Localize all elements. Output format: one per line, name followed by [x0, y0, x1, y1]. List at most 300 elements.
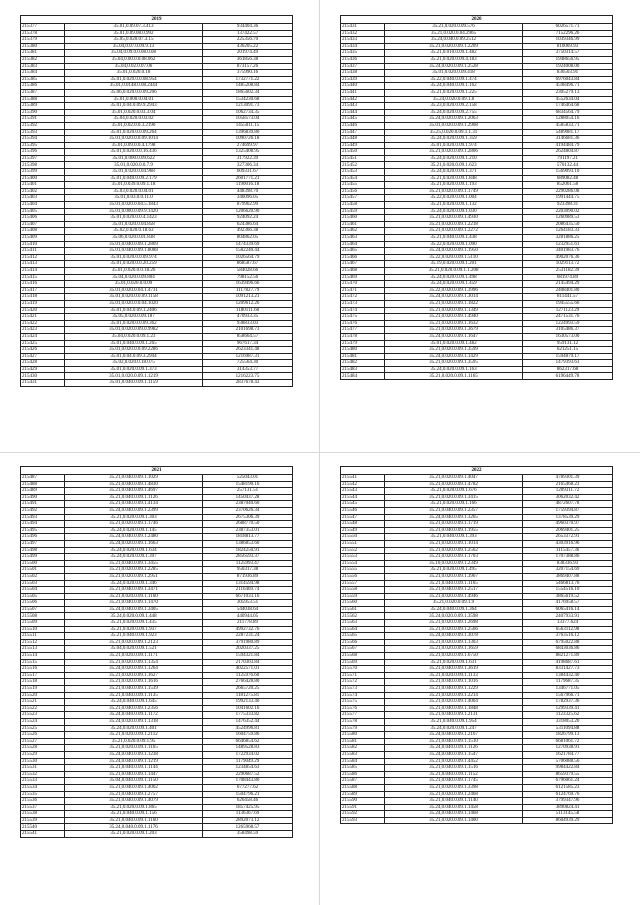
code-cell: 35.24,0.020.0.09.1.145 — [65, 527, 203, 534]
row-id-cell: 215577 — [341, 712, 385, 719]
table-row — [21, 626, 293, 633]
code-cell: 35.01,0.020.0.09.1.1219 — [65, 373, 203, 380]
row-id-cell: 215377 — [21, 24, 65, 31]
code-cell: 35.21,0.040.0.09.1.1848 — [385, 705, 523, 712]
code-cell: 35.21,0.040.0.09.1.1745 — [385, 778, 523, 785]
row-id-cell: 215538 — [21, 811, 65, 818]
amount-cell: 2665720.25 — [203, 686, 293, 693]
row-id-cell: 215582 — [341, 745, 385, 752]
amount-cell: 1062734.35 — [203, 109, 293, 116]
code-cell: 35.04,0.020.0.03.02 — [65, 116, 203, 123]
amount-cell: 1180111.68 — [203, 307, 293, 314]
code-cell: 35.21,0.020.0.09.1.2272 — [385, 228, 523, 235]
table-row — [341, 705, 613, 712]
code-cell: 35.01,0.000.0.09.622 — [65, 155, 203, 162]
table-row — [21, 811, 293, 818]
table-row — [21, 791, 293, 798]
table-row — [21, 686, 293, 693]
amount-cell: 677277.62 — [203, 784, 293, 791]
row-id-cell: 215414 — [21, 267, 65, 274]
table-row — [21, 831, 293, 838]
row-id-cell: 215423 — [21, 327, 65, 334]
row-id-cell: 215421 — [21, 314, 65, 321]
row-id-cell: 215444 — [341, 109, 385, 116]
amount-cell: 4194484.79 — [523, 142, 613, 149]
code-cell: 35.24,0.020.0.09.1.459 — [385, 281, 523, 288]
amount-cell: 6795022.88 — [523, 639, 613, 646]
amount-cell: 1216223.75 — [203, 373, 293, 380]
code-cell: 35.01,0.020.0.0.20.259 — [65, 261, 203, 268]
table-row — [21, 353, 293, 360]
row-id-cell: 215580 — [341, 732, 385, 739]
table-row — [341, 149, 613, 156]
code-cell: 35.24,0.020.0.09.1.030 — [385, 208, 523, 215]
amount-cell: 1115457.36 — [523, 547, 613, 554]
amount-cell: 1213091.73 — [203, 103, 293, 110]
table-row — [21, 488, 293, 495]
row-id-cell: 215440 — [341, 83, 385, 90]
amount-cell: 584028.66 — [203, 267, 293, 274]
row-id-cell: 215547 — [341, 514, 385, 521]
amount-cell: 4598496.71 — [523, 83, 613, 90]
table-block-2022 — [340, 466, 612, 824]
table-row — [341, 70, 613, 77]
row-id-cell: 215400 — [21, 175, 65, 182]
code-cell: 35.24,0.020.0.09.1.1663 — [65, 540, 203, 547]
table-row — [21, 202, 293, 209]
row-id-cell: 215525 — [21, 725, 65, 732]
code-cell: 35.24,0.040.0.09.1.3405 — [65, 606, 203, 613]
row-id-cell: 215393 — [21, 129, 65, 136]
table-row — [21, 149, 293, 156]
table-row — [21, 50, 293, 57]
amount-cell: 1991444.75 — [523, 195, 613, 202]
amount-cell: 5311094.88 — [523, 725, 613, 732]
table-row — [341, 507, 613, 514]
row-id-cell: 215579 — [341, 725, 385, 732]
code-cell: 35.24,0.020.0.09.1.498 — [385, 274, 523, 281]
table-row — [341, 692, 613, 699]
code-cell: 35.24,0.020.0.09.1.1647 — [385, 333, 523, 340]
table-row — [21, 380, 293, 387]
row-id-cell: 215569 — [341, 659, 385, 666]
table-row — [341, 202, 613, 209]
row-id-cell: 215383 — [21, 63, 65, 70]
code-cell: 35.01,0.03.0.0.11.0 — [65, 195, 203, 202]
table-row — [341, 136, 613, 143]
table-row — [341, 294, 613, 301]
code-cell: 35.01,0.09.0.0.4.1798 — [65, 142, 203, 149]
row-id-cell: 215435 — [341, 50, 385, 57]
code-cell: 35.01,0.040.0.09.1.8088 — [65, 248, 203, 255]
code-cell: 35.21,0.020.0.09.1.166 — [385, 501, 523, 508]
code-cell: 35.24,0.040.0.09.1.1468 — [385, 811, 523, 818]
table-row — [341, 699, 613, 706]
table-row — [341, 738, 613, 745]
amount-cell: 2653372.91 — [523, 534, 613, 541]
code-cell: 35.21,0.040.0.09.1.4002 — [65, 784, 203, 791]
row-id-cell: 215507 — [21, 606, 65, 613]
code-cell: 35.01,0.020.0.04.1.4731 — [65, 287, 203, 294]
row-id-cell: 215494 — [21, 521, 65, 528]
row-id-cell: 215480 — [341, 347, 385, 354]
row-id-cell: 215497 — [21, 540, 65, 547]
table-row — [341, 593, 613, 600]
row-id-cell: 215477 — [341, 327, 385, 334]
code-cell: 35.24,0.020.0.09.1.397 — [65, 554, 203, 561]
code-cell: 35.01,0.040.0.09.2.179 — [65, 175, 203, 182]
code-cell: 35.04,0.09.0.0.08.0.08 — [65, 50, 203, 57]
amount-cell: 3281886.25 — [523, 235, 613, 242]
row-id-cell: 215489 — [21, 488, 65, 495]
table-row — [21, 169, 293, 176]
amount-cell: 3105486.37 — [523, 327, 613, 334]
row-id-cell: 215417 — [21, 287, 65, 294]
row-id-cell: 215429 — [21, 366, 65, 373]
code-cell: 35.21,0.020.0.09.1.132 — [385, 202, 523, 209]
row-id-cell: 215541 — [341, 475, 385, 482]
amount-cell: 3869407.88 — [523, 573, 613, 580]
table-row — [341, 554, 613, 561]
table-row — [21, 327, 293, 334]
table-row — [341, 666, 613, 673]
row-id-cell: 215481 — [341, 353, 385, 360]
amount-cell: 6671033.16 — [203, 593, 293, 600]
code-cell: 35.21,0.020.0.09.1.4782 — [385, 481, 523, 488]
table-row — [21, 24, 293, 31]
table-row — [341, 620, 613, 627]
amount-cell: 137422.57 — [203, 30, 293, 37]
amount-cell: 327306.34 — [203, 162, 293, 169]
table-row — [21, 771, 293, 778]
code-cell: 35.24,0.040.0.09.1.2167 — [385, 732, 523, 739]
table-row — [341, 228, 613, 235]
amount-cell: 1234854.63 — [203, 765, 293, 772]
amount-cell: 1026564.79 — [203, 254, 293, 261]
table-row — [21, 606, 293, 613]
table-row — [21, 30, 293, 37]
amount-cell: 5466813.76 — [523, 580, 613, 587]
amount-cell: 2305279.13 — [523, 89, 613, 96]
table-row — [21, 646, 293, 653]
row-id-cell: 215531 — [21, 765, 65, 772]
row-id-cell: 215448 — [341, 136, 385, 143]
code-cell: 35.24,0.040.0.09.1.1176 — [65, 824, 203, 831]
amount-cell: 1206620.90 — [203, 208, 293, 215]
code-cell: 35.21,0.020.0.09.1.6750 — [385, 653, 523, 660]
table-row — [21, 307, 293, 314]
table-row — [21, 155, 293, 162]
amount-cell: 4524996.81 — [203, 725, 293, 732]
code-cell: 35.21,0.020.0.09.1.4940 — [385, 314, 523, 321]
amount-cell: 544038.64 — [203, 606, 293, 613]
row-id-cell: 215409 — [21, 235, 65, 242]
code-cell: 35.01,0.020.0.04.5.1843 — [65, 202, 203, 209]
amount-cell: 2688770.50 — [203, 521, 293, 528]
table-row — [341, 56, 613, 63]
amount-cell: 6834564.79 — [523, 109, 613, 116]
table-header-year: 2021 — [21, 467, 293, 475]
code-cell: 35.24,0.040.0.09.1.1219 — [65, 758, 203, 765]
table-row — [21, 692, 293, 699]
amount-cell: 1314594.98 — [203, 580, 293, 587]
table-row — [21, 745, 293, 752]
row-id-cell: 215519 — [21, 686, 65, 693]
row-id-cell: 215425 — [21, 340, 65, 347]
table-row — [341, 573, 613, 580]
amount-cell: 871936.89 — [203, 573, 293, 580]
code-cell: 35.21,0.040.0.09.1.1510 — [385, 738, 523, 745]
table-row — [21, 501, 293, 508]
code-cell: 35.21,0.020.0.09.1.1659 — [385, 646, 523, 653]
table-row — [21, 215, 293, 222]
code-cell: 35.21,0.020.0.09.1.1719 — [385, 521, 523, 528]
table-row — [341, 353, 613, 360]
amount-cell: 1534230.68 — [203, 96, 293, 103]
amount-cell: 2675306.39 — [203, 514, 293, 521]
amount-cell: 1325408.95 — [203, 149, 293, 156]
amount-cell: 924092.24 — [203, 215, 293, 222]
table-row — [21, 360, 293, 367]
amount-cell: 1857425.95 — [203, 804, 293, 811]
amount-cell: 2387040.60 — [203, 501, 293, 508]
table-row — [21, 540, 293, 547]
code-cell: 35.01,0.020.0.0.09.264 — [65, 129, 203, 136]
table-row — [21, 347, 293, 354]
row-id-cell: 215587 — [341, 778, 385, 785]
code-cell: 35.22,0.040.0.09.1.474 — [385, 76, 523, 83]
row-id-cell: 215391 — [21, 116, 65, 123]
code-cell: 35.01,0.09.08.0.992 — [65, 30, 203, 37]
amount-cell: 2892073.12 — [203, 817, 293, 824]
row-id-cell: 215586 — [341, 771, 385, 778]
row-id-cell: 215541 — [21, 831, 65, 838]
table-row — [341, 327, 613, 334]
table-row — [21, 281, 293, 288]
code-cell: 35.01,0.020.0.0.18.26 — [65, 267, 203, 274]
code-cell: 35.21,0.020.0.09.1.3415 — [385, 494, 523, 501]
row-id-cell: 215428 — [21, 360, 65, 367]
table-row — [341, 122, 613, 129]
code-cell: 35.21,0.010.0.09.1.482 — [385, 50, 523, 57]
code-cell: 35.21,0.040.0.09.1.438 — [385, 235, 523, 242]
code-cell: 35.21,0.040.0.09.1.1029 — [65, 475, 203, 482]
amount-cell: 1775333.82 — [203, 712, 293, 719]
code-cell: 35.24,0.020.0.09.1.2528 — [385, 63, 523, 70]
amount-cell: 2601771.21 — [203, 175, 293, 182]
row-id-cell: 215453 — [341, 169, 385, 176]
amount-cell: 6976043.84 — [523, 76, 613, 83]
code-cell: 35.21,0.020.0.09.1.2562 — [385, 547, 523, 554]
table-row — [21, 136, 293, 143]
table-row — [341, 129, 613, 136]
table-row — [341, 712, 613, 719]
table-row — [21, 373, 293, 380]
amount-cell: 2101698.73 — [203, 327, 293, 334]
row-id-cell: 215564 — [341, 626, 385, 633]
code-cell: 35.05,0.020.07.3.15 — [65, 37, 203, 44]
amount-cell: 4902076.36 — [523, 254, 613, 261]
table-row — [21, 593, 293, 600]
amount-cell: 1455011.15 — [203, 122, 293, 129]
code-cell: 35.21,0.020.0.09.1.3599 — [385, 347, 523, 354]
code-cell: 35.23,0.020.0.09.2.158 — [385, 103, 523, 110]
row-id-cell: 215520 — [21, 692, 65, 699]
row-id-cell: 215530 — [21, 758, 65, 765]
row-id-cell: 215522 — [21, 705, 65, 712]
table-row — [341, 798, 613, 805]
row-id-cell: 215447 — [341, 129, 385, 136]
row-id-cell: 215523 — [21, 712, 65, 719]
table-row — [341, 686, 613, 693]
table-row — [341, 43, 613, 50]
code-cell: 35.04,0.020.0.09.1.23 — [65, 333, 203, 340]
row-id-cell: 215568 — [341, 653, 385, 660]
table-row — [21, 580, 293, 587]
table-row — [341, 580, 613, 587]
table-row — [21, 96, 293, 103]
amount-cell: 6563112.98 — [523, 626, 613, 633]
amount-cell: 1270938.91 — [523, 745, 613, 752]
amount-cell: 838336.93 — [523, 560, 613, 567]
row-id-cell: 215543 — [341, 488, 385, 495]
code-cell: 35.21,0.020.0.09.1.225 — [385, 89, 523, 96]
amount-cell: 862317.68 — [523, 366, 613, 373]
table-row — [341, 527, 613, 534]
code-cell: 35.01,0.039.0.09.1.18 — [65, 182, 203, 189]
code-cell: 35.24,0.020.0.09.1.346 — [65, 580, 203, 587]
table-row — [341, 758, 613, 765]
table-row — [341, 142, 613, 149]
table-row — [21, 129, 293, 136]
code-cell: 35.01,0.000.0.04.01 — [65, 96, 203, 103]
table-row — [341, 481, 613, 488]
row-id-cell: 215517 — [21, 672, 65, 679]
amount-cell: 1125976.60 — [203, 672, 293, 679]
row-id-cell: 215392 — [21, 122, 65, 129]
code-cell: 35.21,0.040.0.09.1.4079 — [65, 798, 203, 805]
table-row — [341, 679, 613, 686]
code-cell: 35.21,0.020.0.09.1.4946 — [385, 593, 523, 600]
table-row — [341, 778, 613, 785]
row-id-cell: 215490 — [21, 494, 65, 501]
table-row — [341, 221, 613, 228]
amount-cell: 938833.03 — [203, 320, 293, 327]
row-id-cell: 215443 — [341, 103, 385, 110]
row-id-cell: 215491 — [21, 501, 65, 508]
amount-cell: 1125993.47 — [203, 560, 293, 567]
code-cell: 35.21,0.040.0.09.1.1160 — [65, 817, 203, 824]
amount-cell: 791197.21 — [523, 155, 613, 162]
amount-cell: 852061.58 — [523, 182, 613, 189]
code-cell: 35.01,0.040.0.09.1.265 — [65, 340, 203, 347]
amount-cell: 1732771.22 — [203, 76, 293, 83]
code-cell: 35.21,0.020.0.09.1.1.208 — [385, 267, 523, 274]
row-id-cell: 215475 — [341, 314, 385, 321]
code-cell: 35.24,0.040.0.09.1.364 — [385, 606, 523, 613]
table-row — [341, 254, 613, 261]
row-id-cell: 215515 — [21, 659, 65, 666]
amount-cell: 2471531.76 — [523, 314, 613, 321]
amount-cell: 1865602.34 — [203, 89, 293, 96]
code-cell: 35.01,0.020.0.03.3.04 — [65, 109, 203, 116]
row-id-cell: 215584 — [341, 758, 385, 765]
code-cell: 35.24,0.040.0.09.1.162 — [385, 83, 523, 90]
table-row — [21, 300, 293, 307]
table-row — [21, 679, 293, 686]
amount-cell: 2069401.25 — [523, 527, 613, 534]
row-id-cell: 215529 — [21, 751, 65, 758]
table-row — [341, 587, 613, 594]
amount-cell: 7152296.26 — [523, 30, 613, 37]
table-row — [21, 63, 293, 70]
table-header-year: 2019 — [21, 16, 293, 24]
code-cell: 35.21,0.040.0.09.1.1135 — [65, 692, 203, 699]
row-id-cell: 215433 — [341, 37, 385, 44]
code-cell: 35.25,0.020.0.09.1.1.31 — [385, 129, 523, 136]
row-id-cell: 215484 — [341, 373, 385, 380]
row-id-cell: 215575 — [341, 699, 385, 706]
code-cell: 35.10,0.020.0.09.1.2349 — [385, 560, 523, 567]
table-row — [341, 162, 613, 169]
code-cell: 35.21,0.040.0.09.1.1152 — [385, 771, 523, 778]
amount-cell: 923398.31 — [523, 202, 613, 209]
amount-cell: 1476352.44 — [203, 718, 293, 725]
amount-cell: 3763516.12 — [523, 633, 613, 640]
amount-cell: 811441.57 — [523, 294, 613, 301]
amount-cell: 1567966.71 — [523, 692, 613, 699]
table-row — [21, 620, 293, 627]
table-row — [21, 732, 293, 739]
code-cell: 35.01,0.020.0.0.09.974 — [65, 254, 203, 261]
amount-cell: 2170303.84 — [203, 659, 293, 666]
amount-cell: 1209612.26 — [203, 300, 293, 307]
table-row — [341, 300, 613, 307]
code-cell: 35.01,0.020.0.0.4.1423 — [65, 215, 203, 222]
code-cell: 35.21,0.020.0.09.1.676 — [385, 488, 523, 495]
row-id-cell: 215563 — [341, 620, 385, 627]
code-cell: 35.21,0.020.0.09.1.203 — [65, 831, 203, 838]
table-row — [21, 725, 293, 732]
row-id-cell: 215546 — [341, 507, 385, 514]
code-cell: 35.21,0.040.0.09.1.3455 — [65, 560, 203, 567]
amount-cell: 626458.46 — [203, 798, 293, 805]
table-row — [21, 103, 293, 110]
row-id-cell: 215512 — [21, 639, 65, 646]
row-id-cell: 215578 — [341, 718, 385, 725]
table-row — [341, 771, 613, 778]
code-cell: 35.21,0.020.0.09.1.1749 — [385, 188, 523, 195]
row-id-cell: 215556 — [341, 573, 385, 580]
row-id-cell: 215476 — [341, 320, 385, 327]
row-id-cell: 215427 — [21, 353, 65, 360]
row-id-cell: 215545 — [341, 501, 385, 508]
code-cell: 35.21,0.020.0.09.1.1303 — [385, 639, 523, 646]
row-id-cell: 215550 — [341, 534, 385, 541]
table-row — [341, 626, 613, 633]
amount-cell: 314353.77 — [203, 366, 293, 373]
amount-cell: 1708443.80 — [203, 778, 293, 785]
table-row — [341, 215, 613, 222]
code-cell: 35.21,0.020.0.09.1.2209 — [385, 43, 523, 50]
amount-cell: 305953.51 — [203, 600, 293, 607]
amount-cell: 1265968.57 — [203, 824, 293, 831]
table-row — [341, 567, 613, 574]
table-row — [341, 267, 613, 274]
code-cell: 35.24,0.020.0.09.1.163 — [385, 366, 523, 373]
row-id-cell: 215405 — [21, 208, 65, 215]
code-cell: 35.24,0.020.0.09.1.371 — [385, 169, 523, 176]
